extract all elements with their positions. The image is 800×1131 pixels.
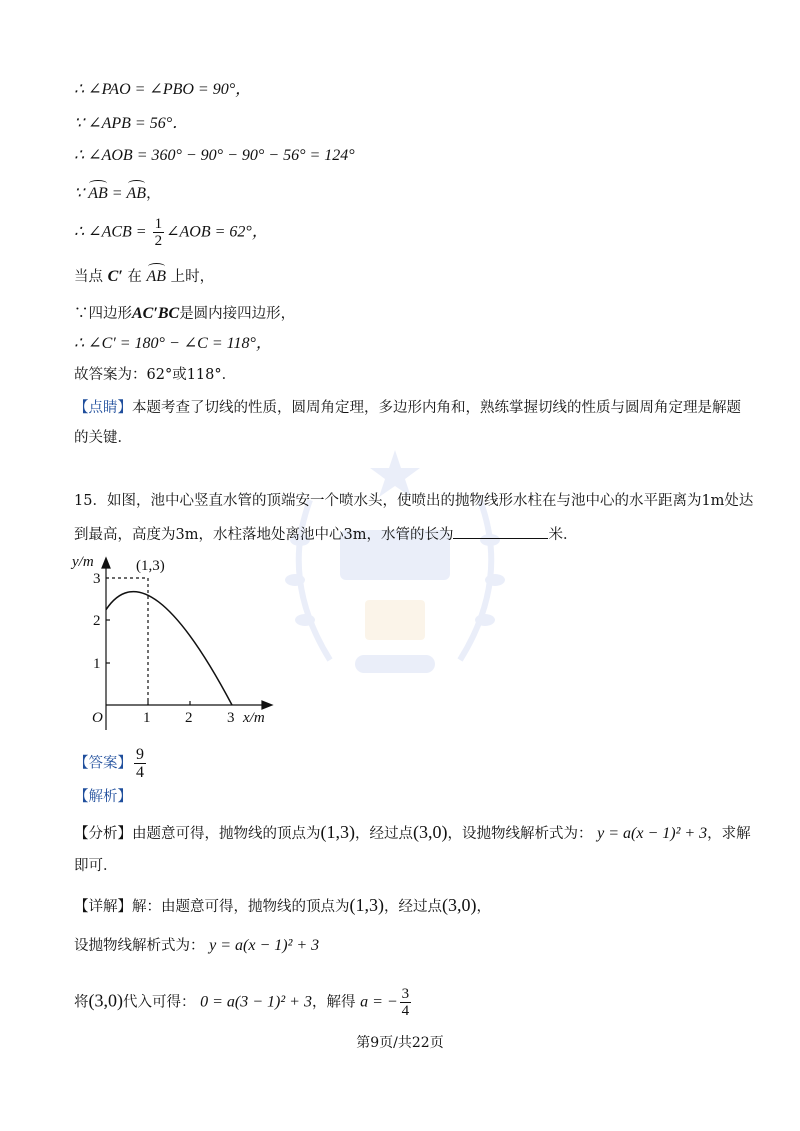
answer-line bbox=[74, 746, 148, 781]
solution-line-1: ∴ ∠PAO = ∠PBO = 90°， bbox=[74, 81, 252, 98]
x-tick-label-3: 3 bbox=[227, 710, 235, 726]
arc-ab: AB bbox=[127, 180, 147, 204]
parabola-graph bbox=[62, 552, 282, 732]
result-fraction: $\frac{3}{4}$ bbox=[401, 986, 410, 1019]
y-axis-label: y/m bbox=[72, 554, 94, 570]
solution-line-6: 当点 C′ 在 AB 上时， bbox=[74, 263, 214, 287]
y-tick-label-2: 2 bbox=[93, 613, 101, 629]
solution-line-7: ∵四边形AC′BC是圆内接四边形， bbox=[74, 305, 296, 322]
y-tick-label-3: 3 bbox=[93, 571, 101, 587]
x-axis-label: x/m bbox=[243, 710, 265, 726]
solution-line-4: ∵ AB = AB， bbox=[74, 180, 161, 204]
y-tick-label-1: 1 bbox=[93, 656, 101, 672]
analysis-heading bbox=[74, 787, 132, 807]
parabola-curve bbox=[106, 592, 232, 705]
xiangjie-line-2: 设抛物线解析式为： y = a(x − 1)² + 3 bbox=[74, 937, 320, 954]
fenxi-line-2: 即可． bbox=[74, 858, 118, 874]
xiangjie-line-3: 将(3,0)代入可得： 0 = a(3 − 1)² + 3，解得 a = − $\frac{3}{4}$ bbox=[74, 986, 410, 1019]
question-15-line-2: 到最高，高度为3m，水柱落地处离池中心3m，水管的长为 米． bbox=[74, 524, 577, 545]
vertex-label: (1,3) bbox=[136, 558, 165, 574]
watermark-logo bbox=[270, 440, 520, 700]
x-axis-arrow bbox=[262, 701, 272, 709]
section-tag-analysis: 【解析】 bbox=[74, 789, 132, 805]
x-tick-label-2: 2 bbox=[185, 710, 193, 726]
fenxi-line-1: 【分析】由题意可得，抛物线的顶点为(1,3)，经过点(3,0)，设抛物线解析式为： y = a(x − 1)² + 3，求解 bbox=[74, 822, 751, 842]
section-tag-answer: 【答案】 bbox=[74, 755, 132, 772]
section-tag-dianjing: 【点睛】 bbox=[74, 400, 132, 416]
answer-fraction: $\frac{9}{4}$ bbox=[136, 746, 144, 781]
fraction-one-half: $\frac{1}{2}$ bbox=[154, 216, 163, 249]
xiangjie-line-1: 【详解】解：由题意可得，抛物线的顶点为(1,3)，经过点(3,0)， bbox=[74, 895, 491, 915]
solution-line-2: ∵ ∠APB = 56°． bbox=[74, 115, 189, 132]
question-15-line-1: 15．如图，池中心竖直水管的顶端安一个喷水头，使喷出的抛物线形水柱在与池中心的水平距离为1m处达 bbox=[74, 493, 754, 509]
dianjing-line-2: 的关键． bbox=[74, 430, 132, 446]
arc-ab: AB bbox=[88, 180, 108, 204]
solution-line-8: ∴ ∠C′ = 180° − ∠C = 118°， bbox=[74, 335, 272, 352]
origin-label: O bbox=[92, 710, 103, 726]
arc-ab: AB bbox=[147, 263, 167, 287]
x-tick-label-1: 1 bbox=[143, 710, 151, 726]
solution-line-3: ∴ ∠AOB = 360° − 90° − 90° − 56° = 124° bbox=[74, 147, 355, 164]
answer-blank bbox=[453, 524, 548, 539]
solution-line-5: ∴ ∠ACB = $\frac{1}{2}$ ∠AOB = 62°， bbox=[74, 216, 268, 249]
page-footer: 第9页/共22页 bbox=[356, 1035, 444, 1051]
dianjing-line-1: 【点睛】本题考查了切线的性质，圆周角定理，多边形内角和，熟练掌握切线的性质与圆周角定理是解题 bbox=[74, 400, 741, 416]
y-axis-arrow bbox=[102, 558, 110, 568]
solution-line-9: 故答案为：62°或118°． bbox=[74, 367, 237, 383]
